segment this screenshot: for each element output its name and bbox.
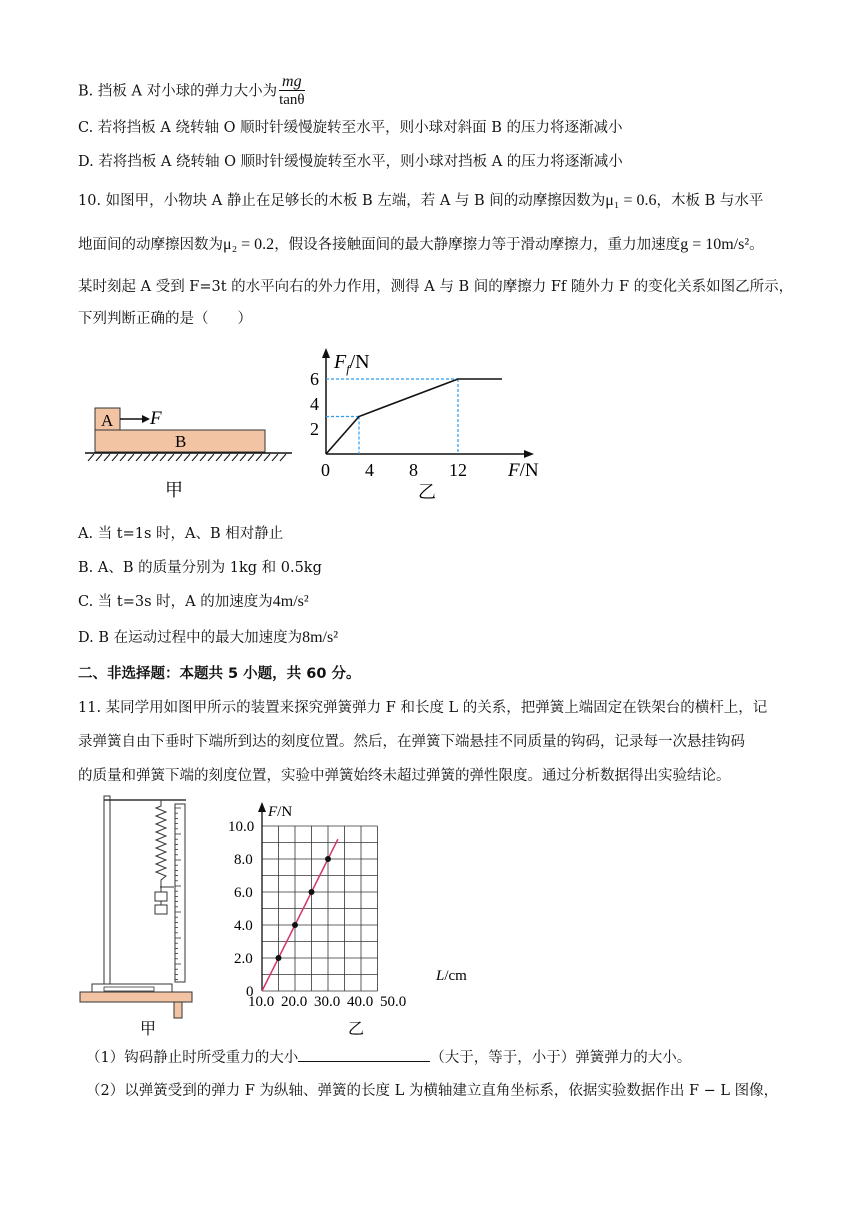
y-axis-label: $F_f/N$ xyxy=(334,351,370,376)
q11-figure-jia-apparatus xyxy=(78,792,198,1038)
q10-option-d xyxy=(78,628,338,648)
hook-weight xyxy=(155,905,167,914)
data-point xyxy=(292,922,298,928)
y-tick-label: 4.0 xyxy=(234,918,253,934)
x-tick-label: 4 xyxy=(365,460,374,480)
q10-option-d-value: 8m/s² xyxy=(302,629,339,646)
q10-chart-yi xyxy=(300,344,560,504)
y-tick-label: 6 xyxy=(310,369,319,389)
q10-text: ，假设各接触面间的最大静摩擦力等于滑动摩擦力，重力加速度 xyxy=(274,237,681,253)
q10-option-b: B. A、B 的质量分别为 1kg 和 0.5kg xyxy=(78,560,322,576)
y-tick-label: 2 xyxy=(310,419,319,439)
block-a-label: A xyxy=(101,411,114,430)
q9-option-b-text: B. 挡板 A 对小球的弹力大小为 xyxy=(78,83,278,100)
stand-base-plate xyxy=(104,987,154,991)
x-axis-label: F/N xyxy=(508,460,539,481)
figure-caption-jia: 甲 xyxy=(165,480,183,500)
q10-option-c xyxy=(78,592,309,612)
figure-caption-yi: 乙 xyxy=(348,1021,365,1038)
q10-stem-line3: 某时刻起 A 受到 F=3t 的水平向右的外力作用，测得 A 与 B 间的摩擦力 Ff 随外力 F 的变化关系如图乙所示， xyxy=(78,279,794,295)
y-axis-arrow xyxy=(258,802,266,812)
force-label: F xyxy=(150,408,162,429)
section-heading: 二、非选择题：本题共 5 小题，共 60 分。 xyxy=(78,666,361,682)
q10-text: 地面间的动摩擦因数为 xyxy=(78,237,223,253)
y-tick-label: 8.0 xyxy=(234,852,253,868)
q11-stem-line2: 录弹簧自由下垂时下端所到达的刻度位置。然后，在弹簧下端悬挂不同质量的钩码，记录每一次悬挂钩码 xyxy=(78,734,745,750)
data-point xyxy=(309,889,315,895)
ruler xyxy=(175,804,185,982)
q9-option-c: C. 若将挡板 A 绕转轴 O 顺时针缓慢旋转至水平，则小球对斜面 B 的压力将逐渐减小 xyxy=(78,120,623,136)
q10-text: 10. 如图甲，小物块 A 静止在足够长的木板 B 左端，若 A 与 B 间的动摩擦因数为 xyxy=(78,193,606,209)
x-axis-label: L/cm xyxy=(436,968,467,984)
q10-option-c-text: C. 当 t=3s 时，A 的加速度为 xyxy=(78,594,273,610)
q9-option-d: D. 若将挡板 A 绕转轴 O 顺时针缓慢旋转至水平，则小球对挡板 A 的压力将逐渐减小 xyxy=(78,154,623,170)
mu2-value: μ₂ = 0.2 xyxy=(223,236,275,253)
y-tick-label: 6.0 xyxy=(234,885,253,901)
q11-sub2: （2）以弹簧受到的弹力 F 为纵轴、弹簧的长度 L 为横轴建立直角坐标系，依据实验数据作出 F − L 图像， xyxy=(86,1083,779,1099)
ground-hatch xyxy=(88,454,286,461)
q10-stem-line2 xyxy=(78,235,764,255)
chart-grid xyxy=(262,826,378,991)
fit-line xyxy=(262,839,338,991)
q11-sub1 xyxy=(86,1047,691,1068)
x-tick-label: 0 xyxy=(321,460,330,480)
q9-option-b-fraction xyxy=(279,74,305,109)
q11-stem-line3: 的质量和弹簧下端的刻度位置，实验中弹簧始终未超过弹簧的弹性限度。通过分析数据得出实验结论。 xyxy=(78,768,731,784)
y-tick-label: 2.0 xyxy=(234,951,253,967)
x-tick-label: 30.0 xyxy=(314,994,341,1010)
q11-sub1-text: （1）钩码静止时所受重力的大小 xyxy=(86,1050,299,1066)
x-tick-label: 40.0 xyxy=(347,994,374,1010)
mu1-value: μ₁ = 0.6 xyxy=(605,192,657,209)
spring xyxy=(156,800,166,892)
x-tick-label: 12 xyxy=(449,460,467,480)
q9-option-b xyxy=(78,74,305,109)
data-point xyxy=(325,856,331,862)
q10-stem-line4: 下列判断正确的是（ ） xyxy=(78,311,252,327)
x-axis-arrow xyxy=(524,450,534,458)
figure-caption-yi: 乙 xyxy=(418,482,436,502)
data-point xyxy=(276,955,282,961)
q11-stem-line1: 11. 某同学用如图甲所示的装置来探究弹簧弹力 F 和长度 L 的关系，把弹簧上端固定在铁架台的横杆上，记 xyxy=(78,700,768,716)
y-tick-label: 4 xyxy=(310,394,319,414)
x-tick-label: 20.0 xyxy=(281,994,308,1010)
x-tick-label: 50.0 xyxy=(380,994,407,1010)
y-axis-arrow xyxy=(322,348,330,358)
q10-stem-line1 xyxy=(78,191,763,211)
force-arrowhead xyxy=(142,415,150,423)
board-b-label: B xyxy=(175,432,187,451)
y-tick-label: 10.0 xyxy=(228,819,255,835)
figure-caption-jia: 甲 xyxy=(140,1021,157,1038)
answer-blank[interactable] xyxy=(298,1047,430,1062)
q10-text: ，木板 B 与水平 xyxy=(656,193,764,209)
q11-sub1-text: （大于，等于，小于）弹簧弹力的大小。 xyxy=(430,1050,692,1066)
table-leg xyxy=(174,1002,182,1018)
stand-rod xyxy=(104,796,110,984)
fraction-denominator: tanθ xyxy=(279,92,305,108)
g-value: g = 10m/s² xyxy=(680,236,750,253)
y-tick-label: 0 xyxy=(246,984,254,1000)
q10-figure-jia xyxy=(80,400,300,500)
q11-chart-yi xyxy=(220,798,470,1040)
x-tick-label: 10.0 xyxy=(248,994,275,1010)
table-top xyxy=(80,992,192,1002)
q10-text: 。 xyxy=(749,237,764,253)
fraction-numerator: mg xyxy=(279,74,305,91)
x-tick-label: 8 xyxy=(409,460,418,480)
q10-option-c-value: 4m/s² xyxy=(272,593,309,610)
hook-weight xyxy=(155,892,167,901)
q10-option-d-text: D. B 在运动过程中的最大加速度为 xyxy=(78,630,303,646)
q10-option-a: A. 当 t=1s 时，A、B 相对静止 xyxy=(78,526,284,542)
y-axis-label: F/N xyxy=(268,804,293,820)
